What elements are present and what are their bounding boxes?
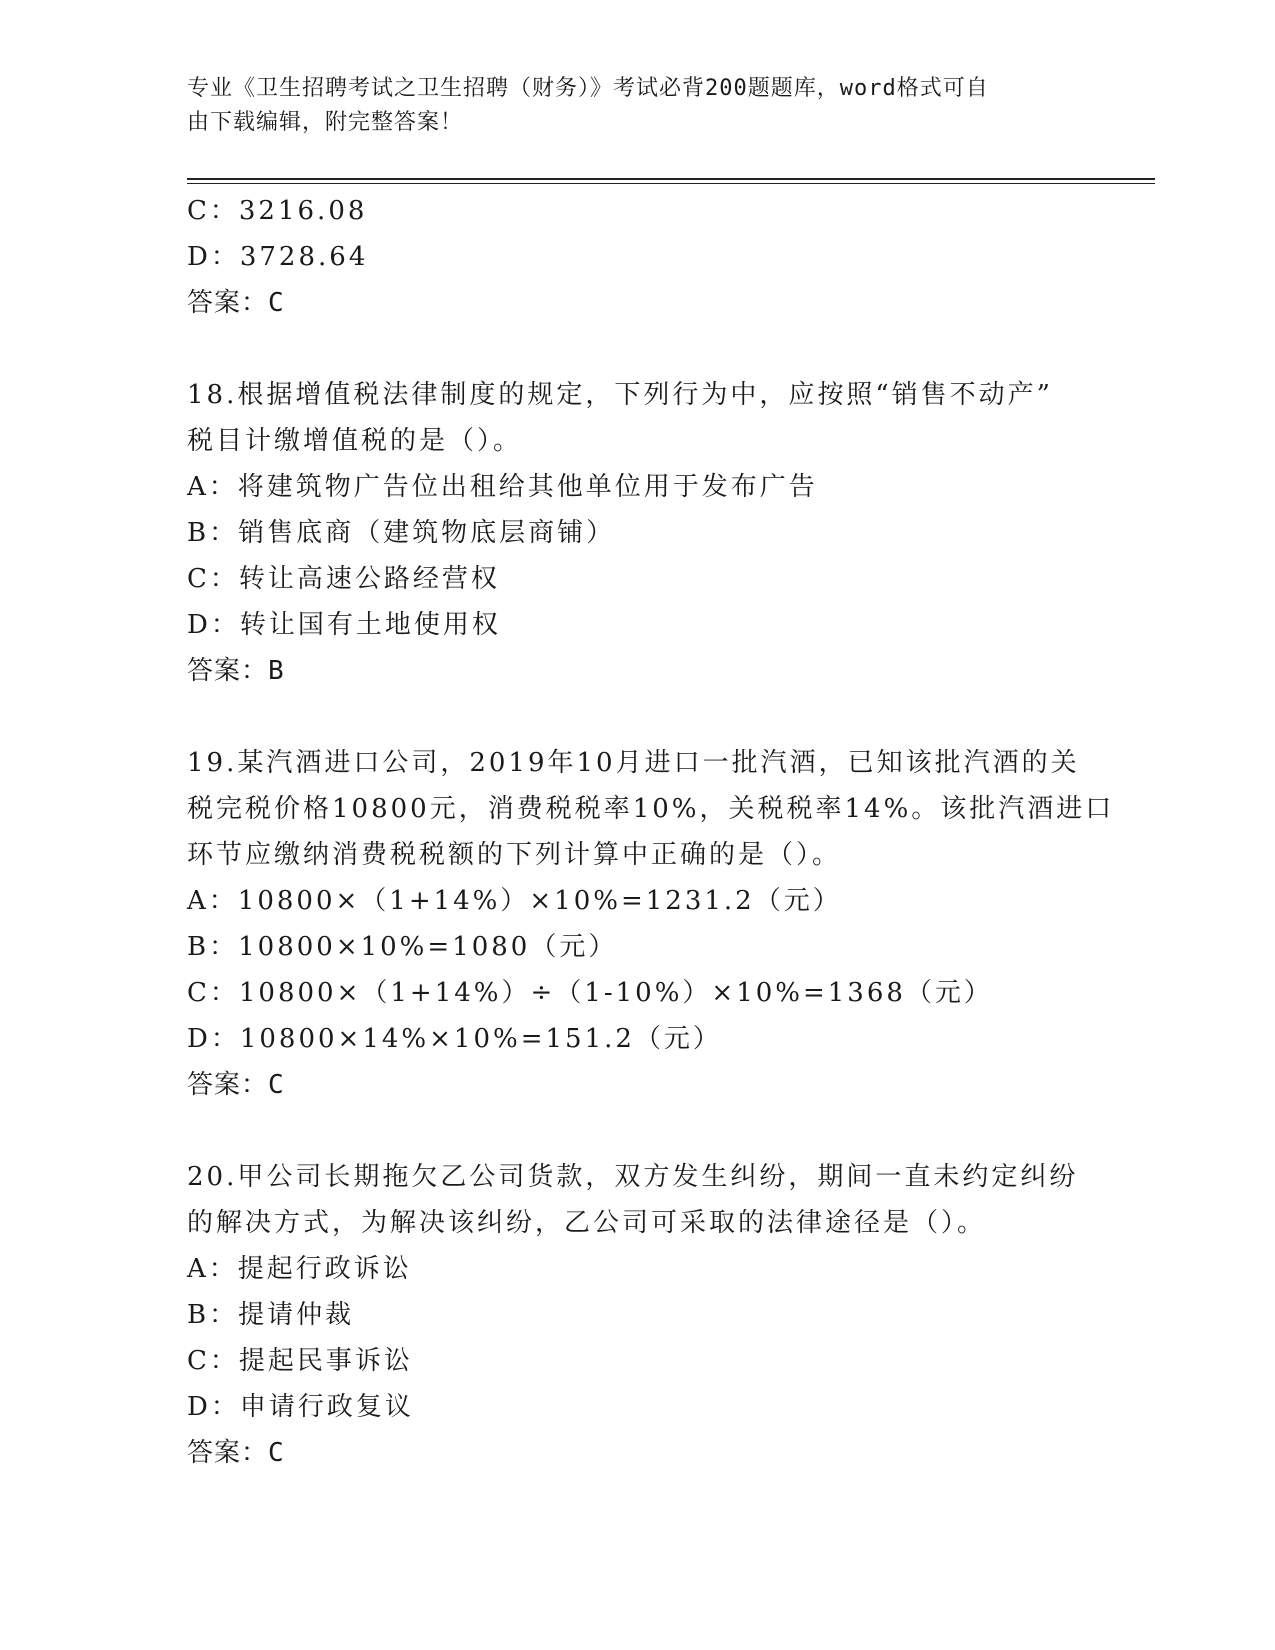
- question-stem: 20.甲公司长期拖欠乙公司货款，双方发生纠纷，期间一直未约定纠纷: [187, 1162, 1079, 1192]
- header-line-1: 专业《卫生招聘考试之卫生招聘（财务）》考试必背200题题库，word格式可自: [187, 76, 989, 101]
- document-body: [187, 188, 1115, 1476]
- option-c: C：3216.08: [187, 196, 368, 226]
- option-c: C：10800×（1+14%）÷（1-10%）×10%=1368（元）: [187, 978, 993, 1008]
- option-b: B：提请仲裁: [187, 1300, 355, 1330]
- header-line-2: 由下载编辑，附完整答案！: [187, 110, 464, 135]
- question-prev: [187, 188, 1087, 326]
- answer: 答案：C: [187, 288, 285, 318]
- option-d: D：转让国有土地使用权: [187, 610, 501, 640]
- question-18: [187, 372, 1087, 694]
- question-19: [187, 740, 1115, 1108]
- answer: 答案：C: [187, 1438, 285, 1468]
- question-stem: 税完税价格10800元，消费税税率10%，关税税率14%。该批汽酒进口: [187, 794, 1115, 824]
- option-d: D：3728.64: [187, 242, 369, 272]
- header-divider-thick: [187, 178, 1155, 180]
- answer: 答案：B: [187, 656, 285, 686]
- question-stem: 18.根据增值税法律制度的规定，下列行为中，应按照“销售不动产”: [187, 380, 1053, 410]
- option-c: C：转让高速公路经营权: [187, 564, 500, 594]
- option-b: B：销售底商（建筑物底层商铺）: [187, 518, 616, 548]
- option-a: A：提起行政诉讼: [187, 1254, 412, 1284]
- question-stem: 税目计缴增值税的是（）。: [187, 426, 523, 456]
- question-stem: 19.某汽酒进口公司，2019年10月进口一批汽酒，已知该批汽酒的关: [187, 748, 1080, 778]
- page-header: [187, 72, 1067, 140]
- option-d: D：申请行政复议: [187, 1392, 414, 1422]
- question-stem: 的解决方式，为解决该纠纷，乙公司可采取的法律途径是（）。: [187, 1208, 987, 1238]
- question-20: [187, 1154, 1087, 1476]
- option-d: D：10800×14%×10%=151.2（元）: [187, 1024, 722, 1054]
- question-stem: 环节应缴纳消费税税额的下列计算中正确的是（）。: [187, 840, 842, 870]
- option-a: A：10800×（1+14%）×10%=1231.2（元）: [187, 886, 842, 916]
- header-divider-thin: [187, 183, 1155, 184]
- answer: 答案：C: [187, 1070, 285, 1100]
- option-c: C：提起民事诉讼: [187, 1346, 413, 1376]
- option-b: B：10800×10%=1080（元）: [187, 932, 618, 962]
- option-a: A：将建筑物广告位出租给其他单位用于发布广告: [187, 472, 818, 502]
